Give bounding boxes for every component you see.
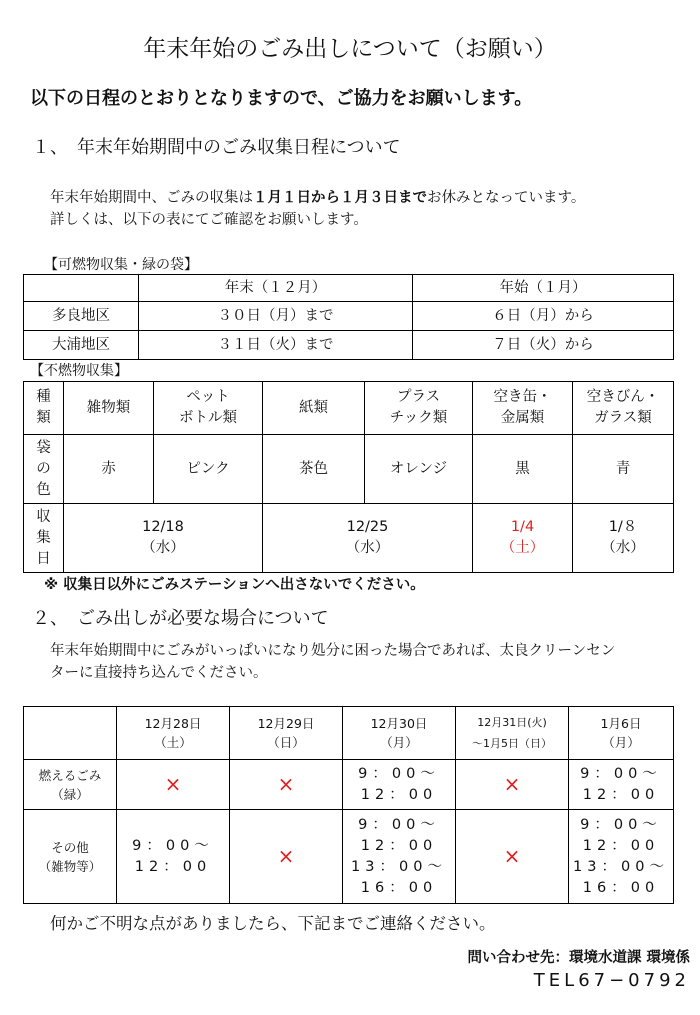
type-cell: ペット ボトル類 bbox=[154, 382, 263, 435]
table-cell: 大浦地区 bbox=[24, 331, 139, 360]
closed-mark: × bbox=[456, 760, 569, 810]
color-cell: 黒 bbox=[473, 435, 573, 504]
table-header-cell: 年始（１月） bbox=[413, 275, 674, 302]
color-cell: 茶色 bbox=[263, 435, 365, 504]
table-cell: ６日（月）から bbox=[413, 302, 674, 331]
row-label-types: 種 類 bbox=[24, 382, 64, 435]
schedule-header: 12月28日 （土） bbox=[117, 707, 230, 760]
nonburnable-note: ※ 収集日以外にごみステーションへ出さないでください。 bbox=[44, 577, 425, 593]
schedule-header: 12月30日 （月） bbox=[343, 707, 456, 760]
table-cell: ３０日（月）まで bbox=[139, 302, 413, 331]
lead-text: 以下の日程のとおりとなりますので、ご協力をお願いします。 bbox=[30, 88, 533, 109]
closed-mark: × bbox=[230, 810, 343, 904]
type-cell: 紙類 bbox=[263, 382, 365, 435]
date-cell: 12/18 （水） bbox=[64, 504, 263, 573]
schedule-header: 12月29日 （日） bbox=[230, 707, 343, 760]
section2-line2: ターに直接持ち込んでください。 bbox=[50, 665, 268, 681]
row-label-dates: 収 集 日 bbox=[24, 504, 64, 573]
time-cell: 9：00～ 12：00 bbox=[569, 760, 674, 810]
section1-heading: １、 年末年始期間中のごみ収集日程について bbox=[32, 137, 401, 158]
row-label-burnable: 燃えるごみ （緑） bbox=[24, 760, 117, 810]
nonburnable-table bbox=[23, 381, 674, 573]
contact-info: 問い合わせ先：環境水道課 環境係 bbox=[467, 950, 690, 966]
table-cell: ３１日（火）まで bbox=[139, 331, 413, 360]
time-cell: 9：00～ 12：00 13：00～ 16：00 bbox=[569, 810, 674, 904]
type-cell: 空きびん・ ガラス類 bbox=[573, 382, 674, 435]
section1-line1: 年末年始期間中、ごみの収集は１月１日から１月３日までお休みとなっています。 bbox=[50, 190, 586, 206]
time-cell: 9：00～ 12：00 13：00～ 16：00 bbox=[343, 810, 456, 904]
table-header-cell: 年末（１２月） bbox=[139, 275, 413, 302]
burnable-caption: 【可燃物収集・緑の袋】 bbox=[44, 257, 198, 273]
row-label-other: その他 （雑物等） bbox=[24, 810, 117, 904]
date-cell: 12/25 （水） bbox=[263, 504, 473, 573]
schedule-table bbox=[23, 706, 674, 904]
footer-note: 何かご不明な点がありましたら、下記までご連絡ください。 bbox=[50, 914, 496, 933]
type-cell: 雑物類 bbox=[64, 382, 154, 435]
table-header-cell bbox=[24, 275, 139, 302]
time-cell: 9：00～ 12：00 bbox=[117, 810, 230, 904]
table-cell: ７日（火）から bbox=[413, 331, 674, 360]
color-cell: 赤 bbox=[64, 435, 154, 504]
closed-mark: × bbox=[117, 760, 230, 810]
schedule-header: 12月31日(火) ～1月5日（日） bbox=[456, 707, 569, 760]
section2-line1: 年末年始期間中にごみがいっぱいになり処分に困った場合であれば、太良クリーンセン bbox=[50, 643, 616, 659]
section2-heading: ２、 ごみ出しが必要な場合について bbox=[32, 608, 329, 629]
color-cell: オレンジ bbox=[365, 435, 473, 504]
type-cell: 空き缶・ 金属類 bbox=[473, 382, 573, 435]
page-title: 年末年始のごみ出しについて（お願い） bbox=[143, 36, 557, 62]
table-cell: 多良地区 bbox=[24, 302, 139, 331]
date-cell-highlight: 1/4 （土） bbox=[473, 504, 573, 573]
time-cell: 9：00～ 12：00 bbox=[343, 760, 456, 810]
tel-number: TEL67−0792 bbox=[533, 970, 690, 991]
nonburnable-caption: 【不燃物収集】 bbox=[30, 363, 128, 379]
color-cell: ピンク bbox=[154, 435, 263, 504]
color-cell: 青 bbox=[573, 435, 674, 504]
closed-mark: × bbox=[230, 760, 343, 810]
type-cell: プラス チック類 bbox=[365, 382, 473, 435]
row-label-colors: 袋 の 色 bbox=[24, 435, 64, 504]
burnable-table bbox=[23, 274, 674, 360]
section1-line2: 詳しくは、以下の表にてご確認をお願いします。 bbox=[50, 212, 368, 228]
date-cell: 1/８ （水） bbox=[573, 504, 674, 573]
schedule-header: 1月6日 （月） bbox=[569, 707, 674, 760]
closed-mark: × bbox=[456, 810, 569, 904]
